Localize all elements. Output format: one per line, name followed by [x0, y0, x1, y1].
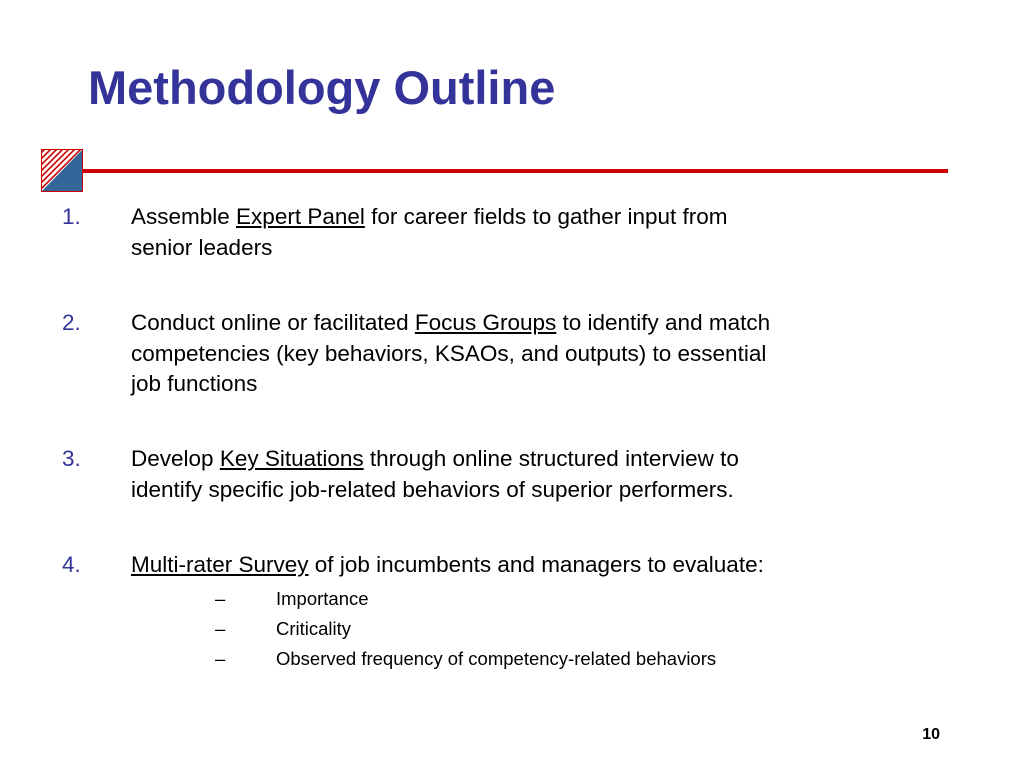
expert-panel-link: Expert Panel	[236, 204, 365, 229]
multi-rater-survey-link: Multi-rater Survey	[131, 552, 309, 577]
sub-item-criticality: Criticality	[276, 618, 352, 639]
title-divider-rule	[83, 169, 948, 173]
text-segment: Develop	[131, 446, 220, 471]
list-item-line	[131, 550, 961, 581]
focus-groups-link: Focus Groups	[414, 310, 557, 335]
sub-bullet-dash: –	[215, 588, 226, 609]
page-number: 10	[922, 726, 940, 743]
list-number: 4.	[62, 552, 81, 577]
text-segment: through online structured interview to	[363, 446, 739, 471]
list-number: 2.	[62, 310, 81, 335]
list-item-text	[131, 444, 961, 505]
list-item-line	[131, 339, 961, 370]
text-segment: for career fields to gather input from	[364, 204, 728, 229]
text-segment: Conduct online or facilitated	[131, 310, 415, 335]
list-item-text	[131, 550, 961, 581]
text-segment: job functions	[131, 371, 258, 396]
list-item-line	[131, 369, 961, 400]
text-segment: identify specific job-related behaviors of superior performers.	[131, 476, 734, 502]
text-segment: Assemble	[131, 204, 237, 229]
text-segment: to identify and match	[556, 310, 771, 335]
sub-item-importance: Importance	[276, 588, 369, 609]
list-number: 3.	[62, 446, 81, 471]
list-number: 1.	[62, 204, 81, 229]
text-segment: senior leaders	[131, 234, 273, 260]
slide-title: Methodology Outline	[88, 61, 556, 114]
text-segment: competencies (key behaviors, KSAOs, and outputs) to essential	[131, 340, 767, 366]
list-item-line	[131, 444, 961, 475]
hatched-square-logo-icon	[41, 149, 83, 192]
key-situations-link: Key Situations	[219, 446, 364, 471]
text-segment: of job incumbents and managers to evaluate:	[308, 552, 764, 577]
list-item-line	[131, 308, 961, 339]
list-item-line	[131, 202, 961, 233]
sub-bullet-dash: –	[215, 648, 226, 669]
sub-item-observed-frequency: Observed frequency of competency-related behaviors	[276, 648, 717, 669]
sub-bullet-dash: –	[215, 618, 226, 639]
list-item-line	[131, 233, 961, 264]
list-item-text	[131, 202, 961, 263]
list-item-text	[131, 308, 961, 400]
list-item-line	[131, 475, 961, 506]
